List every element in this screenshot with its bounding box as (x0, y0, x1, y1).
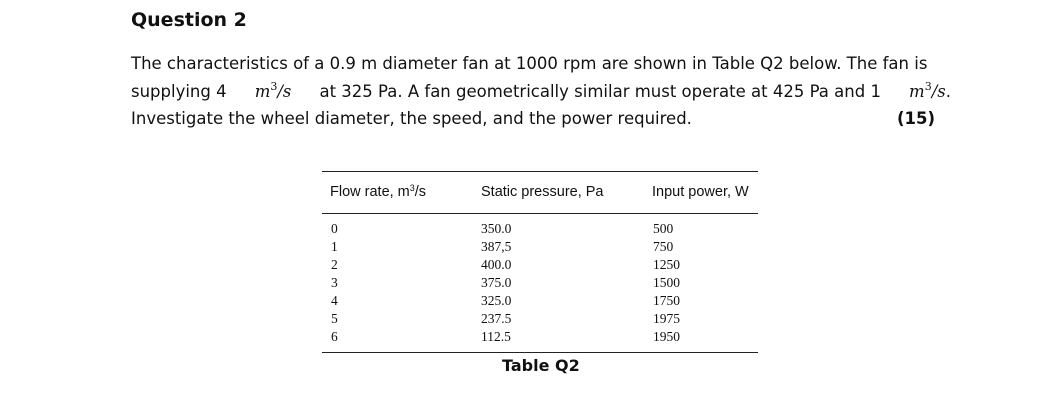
input-power-cell: 500 (653, 221, 674, 236)
unit-base: m (909, 81, 925, 101)
input-power-cell: 1975 (653, 311, 680, 326)
question-marks: (15) (896, 109, 935, 128)
input-power-cell: 750 (653, 239, 674, 254)
unit-exponent: 3 (924, 79, 932, 93)
flow-rate-cell: 5 (331, 311, 338, 326)
table-caption: Table Q2 (502, 356, 580, 375)
flow-rate-cell: 4 (331, 293, 338, 308)
column-flow-rate (331, 220, 338, 346)
header-static-pressure: Static pressure, Pa (481, 184, 604, 200)
input-power-cell: 1500 (653, 275, 680, 290)
flow-unit-math-1 (255, 78, 292, 106)
question-heading: Question 2 (131, 9, 247, 31)
flow-unit-math-2 (909, 79, 946, 101)
question-line-2-part-a: supplying 4 (131, 81, 227, 101)
table-bottom-rule (322, 352, 758, 353)
header-flow-rate (330, 184, 426, 200)
flow-rate-cell: 1 (331, 239, 338, 254)
input-power-cell: 1250 (653, 257, 680, 272)
unit-exponent: 3 (270, 79, 278, 93)
question-line-1 (131, 50, 951, 78)
unit-tail: /s (277, 81, 292, 101)
question-line-2-part-b: at 325 Pa. A fan geometrically similar must operate at 425 Pa and 1 (319, 81, 881, 101)
table-top-rule (322, 171, 758, 172)
flow-rate-cell: 3 (331, 275, 338, 290)
static-pressure-cell: 325.0 (481, 293, 512, 308)
static-pressure-cell: 112.5 (481, 329, 511, 344)
header-flow-suffix: /s (414, 184, 427, 200)
column-static-pressure (481, 220, 511, 346)
unit-base: m (254, 81, 271, 101)
flow-rate-cell: 2 (331, 257, 338, 272)
question-line-3 (131, 105, 951, 133)
static-pressure-cell: 237.5 (481, 311, 512, 326)
static-pressure-cell: 387,5 (481, 239, 512, 254)
header-input-power: Input power, W (652, 184, 749, 200)
question-line-1-text: The characteristics of a 0.9 m diameter fan at 1000 rpm are shown in Table Q2 below. The fan is (131, 54, 928, 73)
question-line-2 (131, 78, 951, 106)
question-line-2-period: . (945, 81, 951, 101)
flow-rate-cell: 6 (331, 329, 338, 344)
flow-rate-cell: 0 (331, 221, 338, 236)
unit-tail: /s (931, 81, 946, 101)
header-flow-exponent: 3 (409, 183, 415, 193)
question-line-3-text: Investigate the wheel diameter, the speed, and the power required. (131, 109, 692, 128)
question-text (131, 50, 951, 133)
static-pressure-cell: 400.0 (481, 257, 512, 272)
column-input-power (653, 220, 680, 346)
input-power-cell: 1950 (653, 329, 680, 344)
question-line-2-end (909, 78, 951, 106)
static-pressure-cell: 375.0 (481, 275, 512, 290)
static-pressure-cell: 350.0 (481, 221, 512, 236)
table-header-rule (322, 213, 758, 214)
input-power-cell: 1750 (653, 293, 680, 308)
header-flow-prefix: Flow rate, m (330, 184, 410, 200)
